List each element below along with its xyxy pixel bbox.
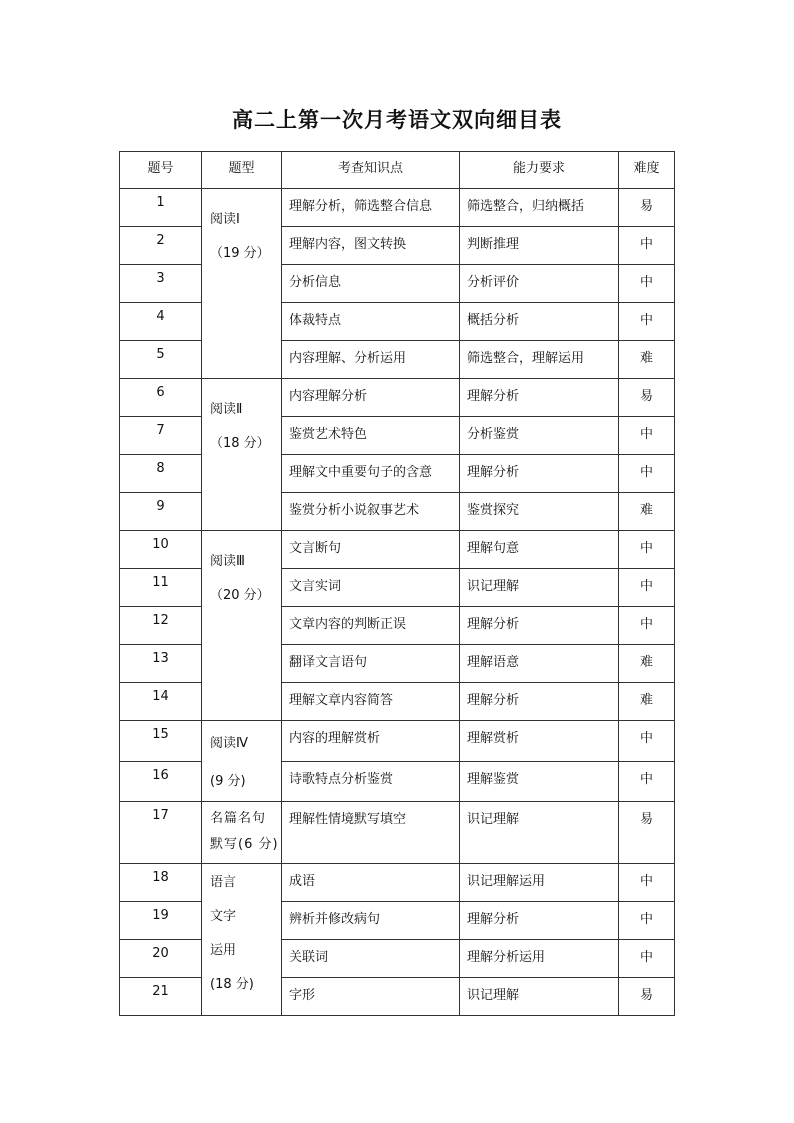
difficulty: 中 <box>619 531 675 569</box>
question-type-line: 阅读Ⅱ <box>210 402 243 417</box>
ability-requirement: 识记理解 <box>460 978 619 1016</box>
question-number: 17 <box>120 802 202 864</box>
question-type-line: （19 分） <box>210 246 270 261</box>
knowledge-point: 辨析并修改病句 <box>282 902 460 940</box>
question-number: 10 <box>120 531 202 569</box>
difficulty: 易 <box>619 802 675 864</box>
knowledge-point: 内容的理解赏析 <box>282 721 460 762</box>
header-difficulty: 难度 <box>619 152 675 189</box>
question-number: 15 <box>120 721 202 762</box>
knowledge-point: 内容理解分析 <box>282 379 460 417</box>
header-ability: 能力要求 <box>460 152 619 189</box>
ability-requirement: 理解分析 <box>460 902 619 940</box>
table-row <box>120 379 675 417</box>
question-number: 20 <box>120 940 202 978</box>
table-row <box>120 864 675 902</box>
difficulty: 难 <box>619 341 675 379</box>
spec-table <box>119 151 675 1016</box>
ability-requirement: 识记理解 <box>460 569 619 607</box>
question-type <box>202 721 282 802</box>
question-number: 11 <box>120 569 202 607</box>
knowledge-point: 翻译文言语句 <box>282 645 460 683</box>
difficulty: 中 <box>619 227 675 265</box>
ability-requirement: 概括分析 <box>460 303 619 341</box>
question-type-line: 文字 <box>210 909 237 924</box>
ability-requirement: 理解分析 <box>460 379 619 417</box>
question-number: 5 <box>120 341 202 379</box>
difficulty: 中 <box>619 569 675 607</box>
knowledge-point: 体裁特点 <box>282 303 460 341</box>
ability-requirement: 理解分析 <box>460 607 619 645</box>
difficulty: 易 <box>619 189 675 227</box>
knowledge-point: 理解文章内容简答 <box>282 683 460 721</box>
difficulty: 中 <box>619 864 675 902</box>
question-type-line: 阅读Ⅲ <box>210 554 245 569</box>
ability-requirement: 理解分析 <box>460 455 619 493</box>
question-number: 2 <box>120 227 202 265</box>
question-number: 3 <box>120 265 202 303</box>
difficulty: 难 <box>619 683 675 721</box>
question-number: 1 <box>120 189 202 227</box>
question-number: 19 <box>120 902 202 940</box>
difficulty: 难 <box>619 493 675 531</box>
ability-requirement: 理解分析 <box>460 683 619 721</box>
question-number: 4 <box>120 303 202 341</box>
question-number: 8 <box>120 455 202 493</box>
question-type <box>202 802 282 864</box>
question-type <box>202 864 282 1016</box>
ability-requirement: 鉴赏探究 <box>460 493 619 531</box>
difficulty: 难 <box>619 645 675 683</box>
knowledge-point: 文章内容的判断正误 <box>282 607 460 645</box>
knowledge-point: 内容理解、分析运用 <box>282 341 460 379</box>
question-number: 13 <box>120 645 202 683</box>
question-type <box>202 531 282 721</box>
question-type-line: (18 分) <box>210 977 254 992</box>
question-type-line: （20 分） <box>210 588 270 603</box>
header-type: 题型 <box>202 152 282 189</box>
question-number: 14 <box>120 683 202 721</box>
knowledge-point: 理解分析，筛选整合信息 <box>282 189 460 227</box>
difficulty: 中 <box>619 417 675 455</box>
ability-requirement: 理解语意 <box>460 645 619 683</box>
table-row <box>120 721 675 762</box>
difficulty: 中 <box>619 721 675 762</box>
ability-requirement: 理解分析运用 <box>460 940 619 978</box>
question-type-line: 阅读Ⅰ <box>210 212 240 227</box>
knowledge-point: 理解文中重要句子的含意 <box>282 455 460 493</box>
header-knowledge: 考查知识点 <box>282 152 460 189</box>
question-number: 6 <box>120 379 202 417</box>
difficulty: 中 <box>619 940 675 978</box>
ability-requirement: 理解鉴赏 <box>460 761 619 802</box>
knowledge-point: 文言实词 <box>282 569 460 607</box>
knowledge-point: 关联词 <box>282 940 460 978</box>
header-number: 题号 <box>120 152 202 189</box>
difficulty: 中 <box>619 902 675 940</box>
table-row <box>120 189 675 227</box>
difficulty: 中 <box>619 455 675 493</box>
ability-requirement: 筛选整合，理解运用 <box>460 341 619 379</box>
ability-requirement: 理解句意 <box>460 531 619 569</box>
question-number: 18 <box>120 864 202 902</box>
knowledge-point: 鉴赏艺术特色 <box>282 417 460 455</box>
table-row <box>120 802 675 864</box>
difficulty: 易 <box>619 379 675 417</box>
question-type-line: 语言 <box>210 875 237 890</box>
knowledge-point: 诗歌特点分析鉴赏 <box>282 761 460 802</box>
question-number: 9 <box>120 493 202 531</box>
ability-requirement: 分析鉴赏 <box>460 417 619 455</box>
knowledge-point: 理解内容，图文转换 <box>282 227 460 265</box>
ability-requirement: 筛选整合，归纳概括 <box>460 189 619 227</box>
header-row <box>120 152 675 189</box>
knowledge-point: 分析信息 <box>282 265 460 303</box>
difficulty: 中 <box>619 265 675 303</box>
ability-requirement: 判断推理 <box>460 227 619 265</box>
question-number: 12 <box>120 607 202 645</box>
ability-requirement: 理解赏析 <box>460 721 619 762</box>
question-number: 21 <box>120 978 202 1016</box>
question-type <box>202 189 282 379</box>
ability-requirement: 识记理解 <box>460 802 619 864</box>
knowledge-point: 文言断句 <box>282 531 460 569</box>
question-number: 7 <box>120 417 202 455</box>
knowledge-point: 鉴赏分析小说叙事艺术 <box>282 493 460 531</box>
knowledge-point: 理解性情境默写填空 <box>282 802 460 864</box>
difficulty: 中 <box>619 607 675 645</box>
question-type-line: 阅读Ⅳ <box>210 736 248 751</box>
question-type-line: 默写(6 分) <box>210 837 279 852</box>
ability-requirement: 识记理解运用 <box>460 864 619 902</box>
question-type-line: (9 分) <box>210 774 246 789</box>
ability-requirement: 分析评价 <box>460 265 619 303</box>
question-type <box>202 379 282 531</box>
difficulty: 中 <box>619 761 675 802</box>
question-type-line: 名篇名句 <box>210 811 267 826</box>
question-type-line: （18 分） <box>210 436 270 451</box>
page-title: 高二上第一次月考语文双向细目表 <box>232 108 562 132</box>
table-row <box>120 531 675 569</box>
question-number: 16 <box>120 761 202 802</box>
knowledge-point: 字形 <box>282 978 460 1016</box>
difficulty: 中 <box>619 303 675 341</box>
question-type-line: 运用 <box>210 943 237 958</box>
knowledge-point: 成语 <box>282 864 460 902</box>
difficulty: 易 <box>619 978 675 1016</box>
table-body <box>120 189 675 1016</box>
